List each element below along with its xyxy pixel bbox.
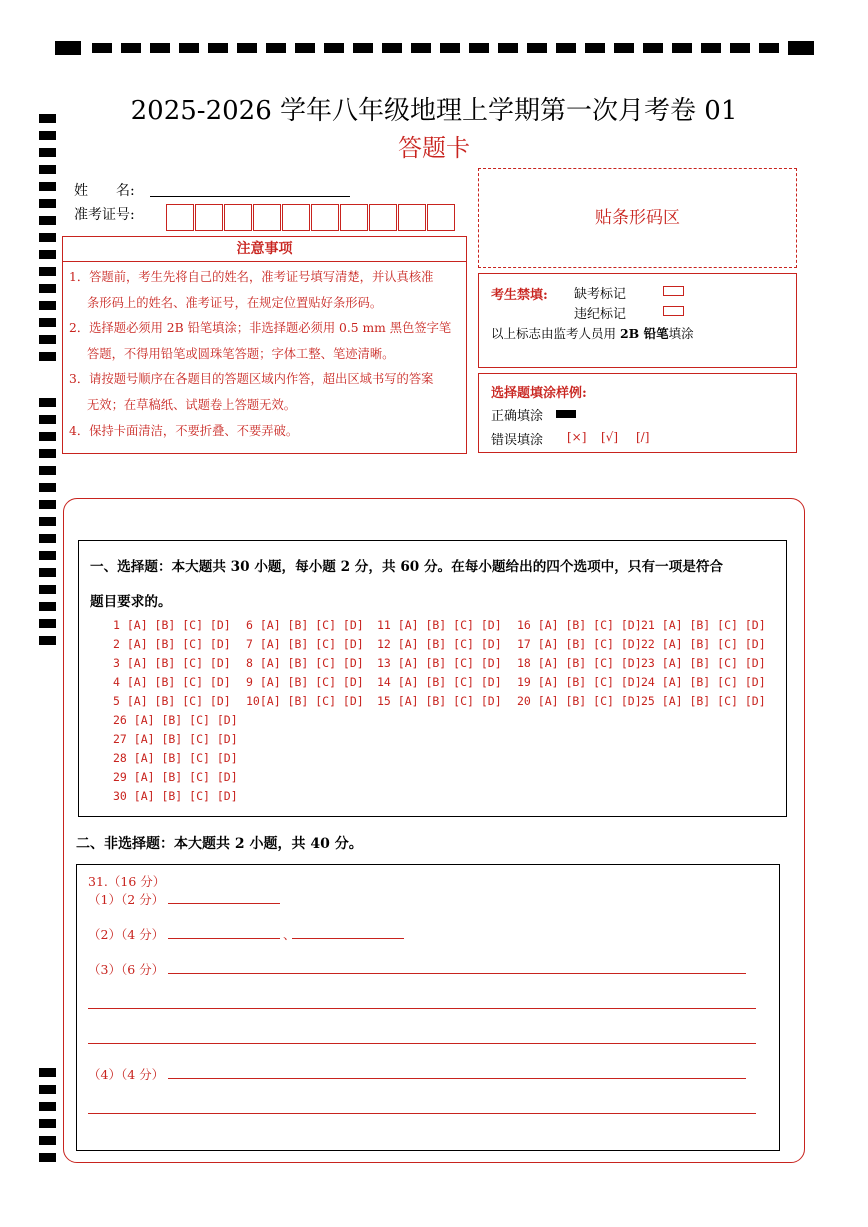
timing-mark xyxy=(39,619,56,628)
timing-mark xyxy=(179,43,199,53)
q31-part3-line-2[interactable] xyxy=(88,1008,756,1009)
choice-question-row[interactable]: 20 [A] [B] [C] [D] xyxy=(517,694,642,708)
absent-mark-box[interactable] xyxy=(663,286,684,296)
notice-line: 条形码上的姓名、准考证号，在规定位置贴好条形码。 xyxy=(87,295,383,310)
id-digit-box[interactable] xyxy=(340,204,368,231)
id-digit-box[interactable] xyxy=(398,204,426,231)
timing-mark xyxy=(39,216,56,225)
choice-question-row[interactable]: 8 [A] [B] [C] [D] xyxy=(246,656,364,670)
timing-mark xyxy=(39,466,56,475)
choice-question-row[interactable]: 19 [A] [B] [C] [D] xyxy=(517,675,642,689)
choice-question-row[interactable]: 29 [A] [B] [C] [D] xyxy=(113,770,238,784)
q31-part1-label: （1）（2 分） xyxy=(88,892,165,907)
timing-mark xyxy=(39,250,56,259)
timing-mark xyxy=(55,41,81,55)
choice-question-row[interactable]: 17 [A] [B] [C] [D] xyxy=(517,637,642,651)
timing-mark xyxy=(295,43,315,53)
nonchoice-section-title: 二、非选择题：本大题共 2 小题，共 40 分。 xyxy=(76,836,363,852)
choice-question-row[interactable]: 6 [A] [B] [C] [D] xyxy=(246,618,364,632)
q31-part4-line-2[interactable] xyxy=(88,1113,756,1114)
timing-mark xyxy=(39,267,56,276)
timing-mark xyxy=(353,43,373,53)
name-label: 姓 名: xyxy=(74,183,135,199)
timing-mark xyxy=(121,43,141,53)
choice-section-title-cont: 题目要求的。 xyxy=(90,594,172,610)
id-digit-box[interactable] xyxy=(427,204,455,231)
id-digit-box[interactable] xyxy=(282,204,310,231)
fill-example-title: 选择题填涂样例: xyxy=(491,386,587,401)
barcode-area xyxy=(478,168,797,268)
choice-question-row[interactable]: 11 [A] [B] [C] [D] xyxy=(377,618,502,632)
notice-line: 2．选择题必须用 2B 铅笔填涂；非选择题必须用 0.5 mm 黑色签字笔 xyxy=(69,321,452,336)
notice-line: 答题，不得用铅笔或圆珠笔答题；字体工整、笔迹清晰。 xyxy=(87,346,395,361)
timing-mark xyxy=(39,199,56,208)
violation-label: 违纪标记 xyxy=(574,307,627,322)
timing-mark xyxy=(39,284,56,293)
wrong-mark-cross: [×] xyxy=(567,430,587,444)
timing-mark xyxy=(39,500,56,509)
choice-question-row[interactable]: 26 [A] [B] [C] [D] xyxy=(113,713,238,727)
choice-question-row[interactable]: 7 [A] [B] [C] [D] xyxy=(246,637,364,651)
timing-mark xyxy=(411,43,431,53)
timing-mark xyxy=(39,301,56,310)
choice-question-row[interactable]: 25 [A] [B] [C] [D] xyxy=(641,694,766,708)
forbidden-note: 以上标志由监考人员用 2B 铅笔填涂 xyxy=(491,326,694,341)
notice-line: 3．请按题号顺序在各题目的答题区域内作答，超出区域书写的答案 xyxy=(69,372,434,387)
q31-part2-separator: 、 xyxy=(283,927,296,942)
timing-mark xyxy=(440,43,460,53)
choice-question-row[interactable]: 27 [A] [B] [C] [D] xyxy=(113,732,238,746)
choice-question-row[interactable]: 23 [A] [B] [C] [D] xyxy=(641,656,766,670)
timing-mark xyxy=(39,398,56,407)
correct-fill-label: 正确填涂 xyxy=(491,409,544,424)
q31-part2-line-a[interactable] xyxy=(168,938,280,939)
timing-mark xyxy=(39,182,56,191)
choice-question-row[interactable]: 15 [A] [B] [C] [D] xyxy=(377,694,502,708)
forbidden-label: 考生禁填: xyxy=(491,288,548,303)
q31-part3-label: （3）（6 分） xyxy=(88,962,165,977)
choice-question-row[interactable]: 18 [A] [B] [C] [D] xyxy=(517,656,642,670)
timing-mark xyxy=(498,43,518,53)
timing-mark xyxy=(39,1085,56,1094)
id-digit-box[interactable] xyxy=(166,204,194,231)
q31-part3-line-1[interactable] xyxy=(168,973,746,974)
timing-mark xyxy=(92,43,112,53)
timing-mark xyxy=(382,43,402,53)
correct-fill-sample xyxy=(556,410,576,418)
id-digit-box[interactable] xyxy=(311,204,339,231)
timing-mark xyxy=(39,318,56,327)
id-digit-box[interactable] xyxy=(224,204,252,231)
barcode-label: 贴条形码区 xyxy=(595,208,680,228)
choice-question-row[interactable]: 21 [A] [B] [C] [D] xyxy=(641,618,766,632)
timing-mark xyxy=(39,1068,56,1077)
id-digit-box[interactable] xyxy=(195,204,223,231)
timing-mark xyxy=(39,165,56,174)
timing-mark xyxy=(324,43,344,53)
timing-mark xyxy=(39,1102,56,1111)
choice-question-row[interactable]: 24 [A] [B] [C] [D] xyxy=(641,675,766,689)
id-digit-box[interactable] xyxy=(253,204,281,231)
choice-question-row[interactable]: 3 [A] [B] [C] [D] xyxy=(113,656,231,670)
choice-question-row[interactable]: 16 [A] [B] [C] [D] xyxy=(517,618,642,632)
timing-mark xyxy=(39,551,56,560)
timing-mark xyxy=(730,43,750,53)
q31-label: 31.（16 分） xyxy=(88,874,166,889)
choice-question-row[interactable]: 12 [A] [B] [C] [D] xyxy=(377,637,502,651)
wrong-mark-check: [√] xyxy=(601,430,619,444)
choice-question-row[interactable]: 9 [A] [B] [C] [D] xyxy=(246,675,364,689)
timing-mark xyxy=(527,43,547,53)
violation-mark-box[interactable] xyxy=(663,306,684,316)
timing-mark xyxy=(672,43,692,53)
name-input-line[interactable] xyxy=(150,196,350,197)
absent-label: 缺考标记 xyxy=(574,287,627,302)
q31-part2-line-b[interactable] xyxy=(292,938,404,939)
timing-mark xyxy=(39,432,56,441)
notice-title: 注意事项 xyxy=(63,237,466,262)
timing-mark xyxy=(39,568,56,577)
choice-question-row[interactable]: 2 [A] [B] [C] [D] xyxy=(113,637,231,651)
timing-mark xyxy=(39,1153,56,1162)
timing-mark xyxy=(643,43,663,53)
choice-question-row[interactable]: 1 [A] [B] [C] [D] xyxy=(113,618,231,632)
wrong-fill-label: 错误填涂 xyxy=(491,433,544,448)
notice-line: 4．保持卡面清洁，不要折叠、不要弄破。 xyxy=(69,423,299,438)
timing-mark xyxy=(39,1119,56,1128)
forbidden-box xyxy=(478,273,797,368)
fill-example-box xyxy=(478,373,797,453)
timing-mark xyxy=(266,43,286,53)
timing-mark xyxy=(39,585,56,594)
choice-question-row[interactable]: 28 [A] [B] [C] [D] xyxy=(113,751,238,765)
timing-mark xyxy=(759,43,779,53)
timing-mark xyxy=(556,43,576,53)
notice-line: 1．答题前，考生先将自己的姓名，准考证号填写清楚，并认真核准 xyxy=(69,270,434,284)
choice-question-row[interactable]: 10[A] [B] [C] [D] xyxy=(246,694,364,708)
q31-part4-label: （4）（4 分） xyxy=(88,1067,165,1082)
timing-mark xyxy=(39,233,56,242)
choice-question-row[interactable]: 13 [A] [B] [C] [D] xyxy=(377,656,502,670)
timing-mark xyxy=(39,483,56,492)
timing-mark xyxy=(39,415,56,424)
timing-mark xyxy=(237,43,257,53)
timing-mark xyxy=(614,43,634,53)
choice-section-title: 一、选择题：本大题共 30 小题，每小题 2 分，共 60 分。在每小题给出的四个选项中，只有一项是符合 xyxy=(90,559,724,575)
timing-mark xyxy=(788,41,814,55)
choice-question-row[interactable]: 5 [A] [B] [C] [D] xyxy=(113,694,231,708)
timing-mark xyxy=(701,43,721,53)
timing-mark xyxy=(208,43,228,53)
timing-mark xyxy=(469,43,489,53)
timing-mark xyxy=(39,636,56,645)
timing-mark xyxy=(39,517,56,526)
page-title: 2025-2026 学年八年级地理上学期第一次月考卷 01 xyxy=(130,96,738,126)
choice-question-row[interactable]: 30 [A] [B] [C] [D] xyxy=(113,789,238,803)
timing-mark xyxy=(39,1136,56,1145)
page-subtitle: 答题卡 xyxy=(398,134,470,162)
timing-mark xyxy=(39,602,56,611)
choice-question-row[interactable]: 22 [A] [B] [C] [D] xyxy=(641,637,766,651)
q31-part4-line-1[interactable] xyxy=(168,1078,746,1079)
timing-mark xyxy=(585,43,605,53)
timing-mark xyxy=(150,43,170,53)
id-label: 准考证号: xyxy=(74,207,135,223)
timing-mark xyxy=(39,335,56,344)
q31-part3-line-3[interactable] xyxy=(88,1043,756,1044)
choice-question-row[interactable]: 4 [A] [B] [C] [D] xyxy=(113,675,231,689)
choice-question-row[interactable]: 14 [A] [B] [C] [D] xyxy=(377,675,502,689)
notice-line: 无效；在草稿纸、试题卷上答题无效。 xyxy=(87,397,297,412)
q31-part2-label: （2）（4 分） xyxy=(88,927,165,942)
notice-box xyxy=(62,236,467,454)
q31-part1-line[interactable] xyxy=(168,903,280,904)
id-digit-box[interactable] xyxy=(369,204,397,231)
timing-mark xyxy=(39,352,56,361)
timing-mark xyxy=(39,534,56,543)
wrong-mark-slash: [/] xyxy=(636,430,650,444)
timing-mark xyxy=(39,449,56,458)
